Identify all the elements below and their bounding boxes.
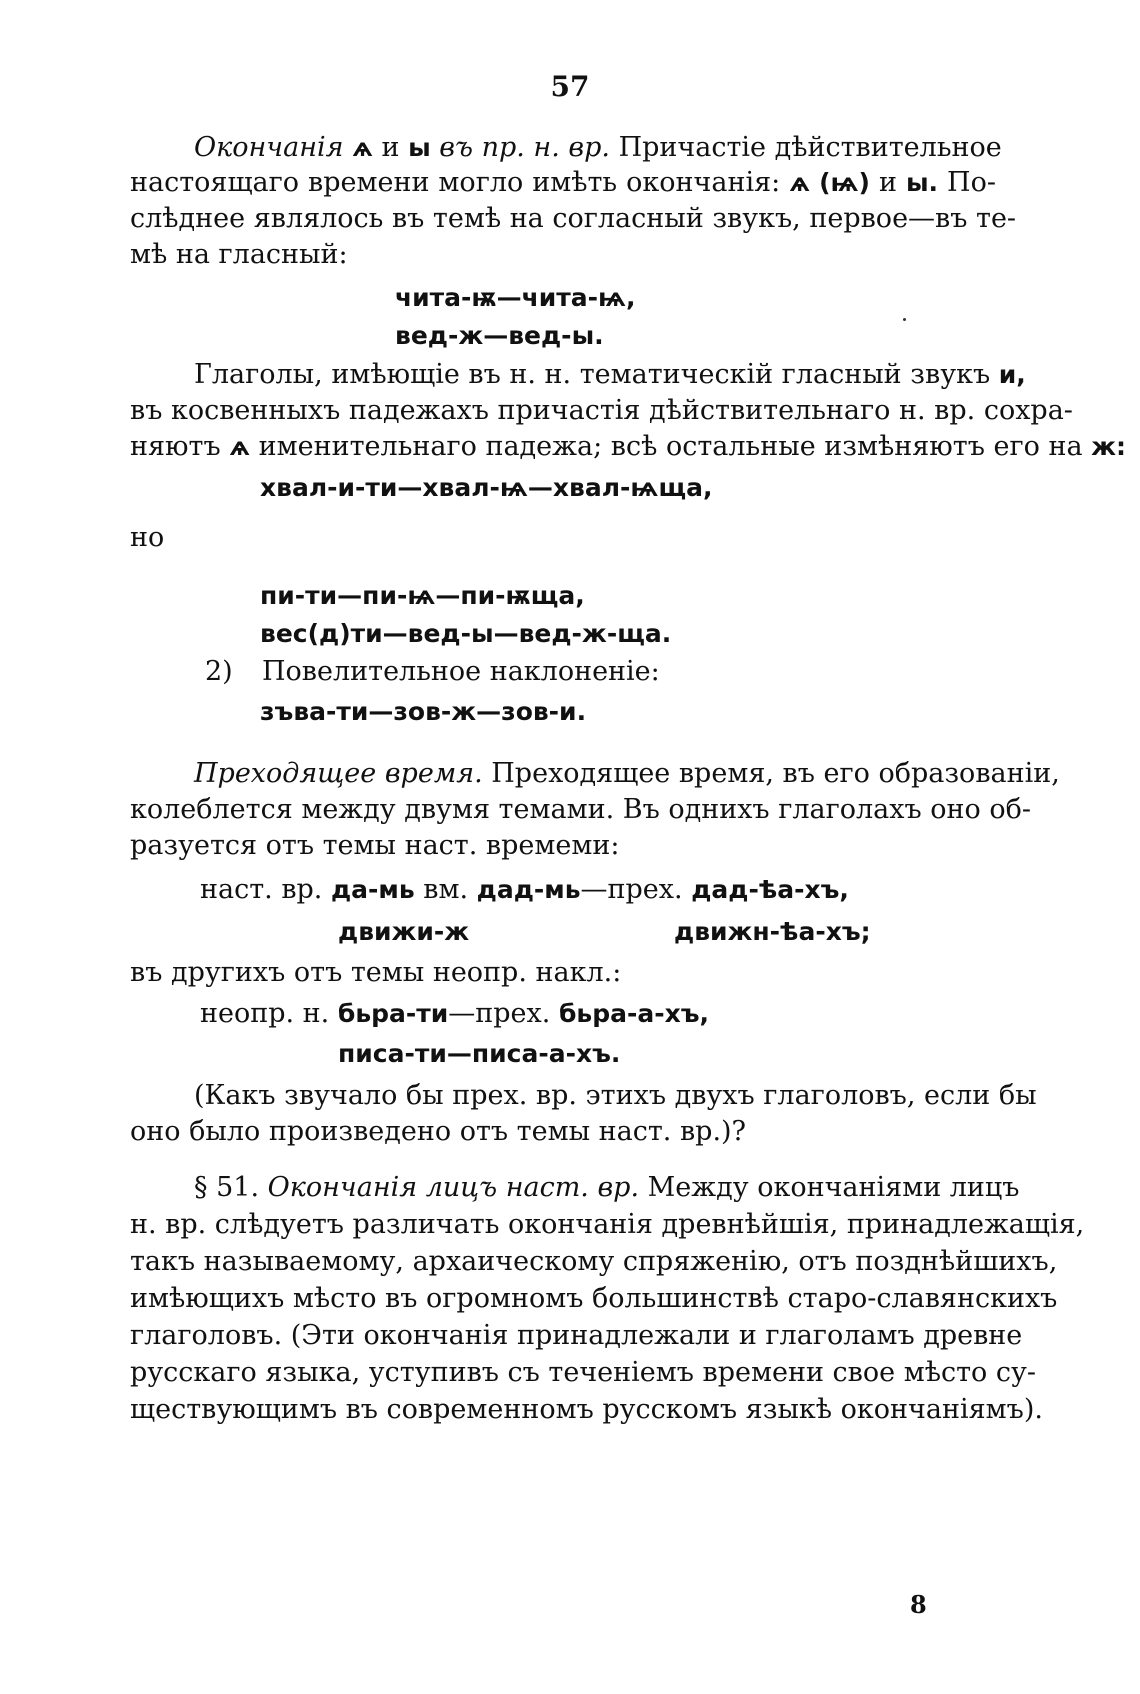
text: настоящаго времени могло имѣть окончанія: [130,167,781,198]
text: Между окончаніями лицъ [647,1172,1020,1203]
slavonic-example: хвал-и-ти—хвал-ѩ—хвал-ѩща, [260,473,713,502]
paragraph-line: мѣ на гласный: [130,239,348,270]
text: —прех. [580,874,683,905]
slavonic-word: бьра-ти [337,999,449,1028]
section-heading: Окончанія лицъ наст. вр. [267,1172,640,1203]
slavonic-word: бьра-а-хъ, [558,999,710,1028]
paragraph-line [194,357,1026,393]
paragraph-line [194,1170,1020,1206]
paragraph-line: но [130,522,165,553]
slavonic-letter: ы. [905,168,939,197]
paragraph-line: оно было произведено отъ темы наст. вр.)? [130,1116,747,1147]
example-row [200,996,709,1032]
list-item-text: Повелительное наклоненіе: [262,656,660,687]
text: и [878,167,897,198]
text: наст. вр. [200,874,323,905]
speck [903,318,906,321]
slavonic-example: писа-ти—писа-а-хъ. [338,1039,621,1068]
paragraph-line: н. вр. слѣдуетъ различать окончанія древнѣйшія, принадлежащія, [130,1209,1085,1240]
slavonic-letter: и, [998,360,1026,389]
slavonic-example: вес(д)ти—вед-ы—вед-ж-ща. [260,619,672,648]
paragraph-line: слѣднее являлось въ темѣ на согласный звукъ, первое—въ те- [130,203,1017,234]
page-number: 57 [550,70,590,103]
paragraph-line: русскаго языка, уступивъ съ теченіемъ времени свое мѣсто су- [130,1357,1037,1388]
slavonic-example: зъва-ти—зов-ж—зов-и. [260,697,587,726]
slavonic-example: чита-ѭ—чита-ѩ, [395,283,636,312]
slavonic-word: да-мь [330,875,415,904]
section-heading: Окончанія [194,132,344,163]
text: Глаголы, имѣющіе въ н. н. тематическій гласный звукъ [194,359,991,390]
paragraph-line: разуется отъ темы наст. времеми: [130,830,620,861]
paragraph-line: колеблется между двумя темами. Въ однихъ глаголахъ оно об- [130,794,1031,825]
paragraph-line: въ другихъ отъ темы неопр. накл.: [130,957,622,988]
section-heading: въ пр. н. вр. [439,132,610,163]
text: именительнаго падежа; всѣ остальные измѣняютъ его на [258,431,1083,462]
slavonic-letter: ѧ [352,133,373,162]
slavonic-letter: ж: [1091,432,1127,461]
text: —прех. [448,998,551,1029]
text: и [381,132,400,163]
text: По- [947,167,996,198]
section-number: § 51. [194,1172,260,1203]
slavonic-word: дад-ѣа-хъ, [691,875,849,904]
paragraph-line [194,756,1060,792]
example-row [200,872,849,908]
paragraph-line: такъ называемому, архаическому спряженію, отъ позднѣйшихъ, [130,1246,1058,1277]
text: няютъ [130,431,221,462]
slavonic-example: вед-ж—вед-ы. [395,321,604,350]
list-number: 2) [205,656,233,687]
paragraph-line: въ косвенныхъ падежахъ причастія дѣйствительнаго н. вр. сохра- [130,395,1073,426]
paragraph-line: имѣющихъ мѣсто въ огромномъ большинствѣ старо-славянскихъ [130,1283,1058,1314]
text: неопр. н. [200,998,330,1029]
paragraph-line: глаголовъ. (Эти окончанія принадлежали и глаголамъ древне [130,1320,1023,1351]
text: вм. [423,874,469,905]
slavonic-word: движи-ж [338,917,470,946]
slavonic-word: движн-ѣа-хъ; [674,917,871,946]
paragraph-line: (Какъ звучало бы прех. вр. этихъ двухъ глаголовъ, если бы [194,1080,1037,1111]
slavonic-letter: ы [408,133,431,162]
slavonic-example: пи-ти—пи-ѩ—пи-ѭща, [260,581,585,610]
text: Причастіе дѣйствительное [618,132,1002,163]
printer-signature: 8 [910,1590,927,1619]
paragraph-line [130,429,1127,465]
paragraph-line [130,165,996,201]
slavonic-word: дад-мь [476,875,581,904]
paragraph-line [194,130,1002,166]
slavonic-letter: ѧ [229,432,251,461]
paragraph-line: ществующимъ въ современномъ русскомъ языкѣ окончаніямъ). [130,1394,1043,1425]
slavonic-letter: ѧ (ѩ) [789,168,870,197]
text: Преходящее время, въ его образованіи, [491,758,1060,789]
section-heading: Преходящее время. [194,758,483,789]
